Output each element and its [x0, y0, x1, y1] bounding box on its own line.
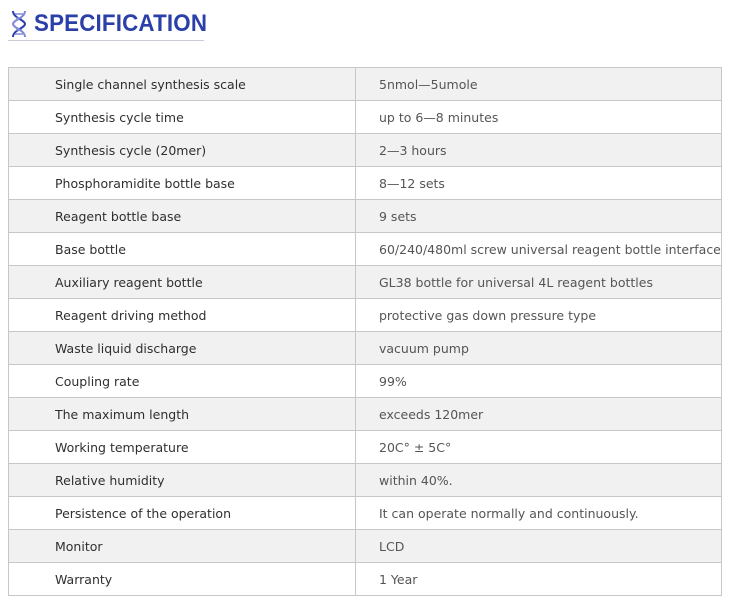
spec-value-cell: up to 6—8 minutes	[356, 101, 722, 134]
spec-value-cell: vacuum pump	[356, 332, 722, 365]
spec-parameter-cell: Synthesis cycle (20mer)	[9, 134, 356, 167]
spec-value-cell: 60/240/480ml screw universal reagent bottle interface	[356, 233, 722, 266]
table-row	[9, 464, 722, 497]
table-row	[9, 167, 722, 200]
table-row	[9, 101, 722, 134]
spec-parameter-cell: Monitor	[9, 530, 356, 563]
spec-value-cell: within 40%.	[356, 464, 722, 497]
spec-value-cell: 5nmol—5umole	[356, 68, 722, 101]
spec-value-cell: 9 sets	[356, 200, 722, 233]
table-row	[9, 431, 722, 464]
table-row	[9, 266, 722, 299]
spec-parameter-cell: Synthesis cycle time	[9, 101, 356, 134]
table-row	[9, 200, 722, 233]
spec-parameter-cell: Reagent bottle base	[9, 200, 356, 233]
spec-value-cell: LCD	[356, 530, 722, 563]
section-header	[8, 6, 220, 42]
table-row	[9, 332, 722, 365]
spec-parameter-cell: Base bottle	[9, 233, 356, 266]
specification-table	[8, 67, 722, 596]
spec-value-cell: 99%	[356, 365, 722, 398]
spec-value-cell: 20C° ± 5C°	[356, 431, 722, 464]
dna-icon	[8, 9, 30, 39]
spec-parameter-cell: Warranty	[9, 563, 356, 596]
spec-value-cell: protective gas down pressure type	[356, 299, 722, 332]
spec-parameter-cell: Coupling rate	[9, 365, 356, 398]
spec-value-cell: 8—12 sets	[356, 167, 722, 200]
spec-parameter-cell: Single channel synthesis scale	[9, 68, 356, 101]
spec-parameter-cell: Auxiliary reagent bottle	[9, 266, 356, 299]
spec-value-cell: GL38 bottle for universal 4L reagent bottles	[356, 266, 722, 299]
spec-parameter-cell: Relative humidity	[9, 464, 356, 497]
table-row	[9, 68, 722, 101]
table-row	[9, 233, 722, 266]
spec-parameter-cell: Phosphoramidite bottle base	[9, 167, 356, 200]
table-row	[9, 563, 722, 596]
spec-value-cell: exceeds 120mer	[356, 398, 722, 431]
table-row	[9, 134, 722, 167]
table-row	[9, 497, 722, 530]
spec-parameter-cell: Reagent driving method	[9, 299, 356, 332]
spec-value-cell: It can operate normally and continuously.	[356, 497, 722, 530]
table-row	[9, 530, 722, 563]
spec-parameter-cell: Persistence of the operation	[9, 497, 356, 530]
spec-parameter-cell: Waste liquid discharge	[9, 332, 356, 365]
table-row	[9, 365, 722, 398]
page-title: SPECIFICATION	[34, 10, 208, 37]
spec-value-cell: 2—3 hours	[356, 134, 722, 167]
spec-parameter-cell: Working temperature	[9, 431, 356, 464]
table-row	[9, 398, 722, 431]
spec-parameter-cell: The maximum length	[9, 398, 356, 431]
title-underline	[8, 40, 204, 41]
table-row	[9, 299, 722, 332]
spec-value-cell: 1 Year	[356, 563, 722, 596]
